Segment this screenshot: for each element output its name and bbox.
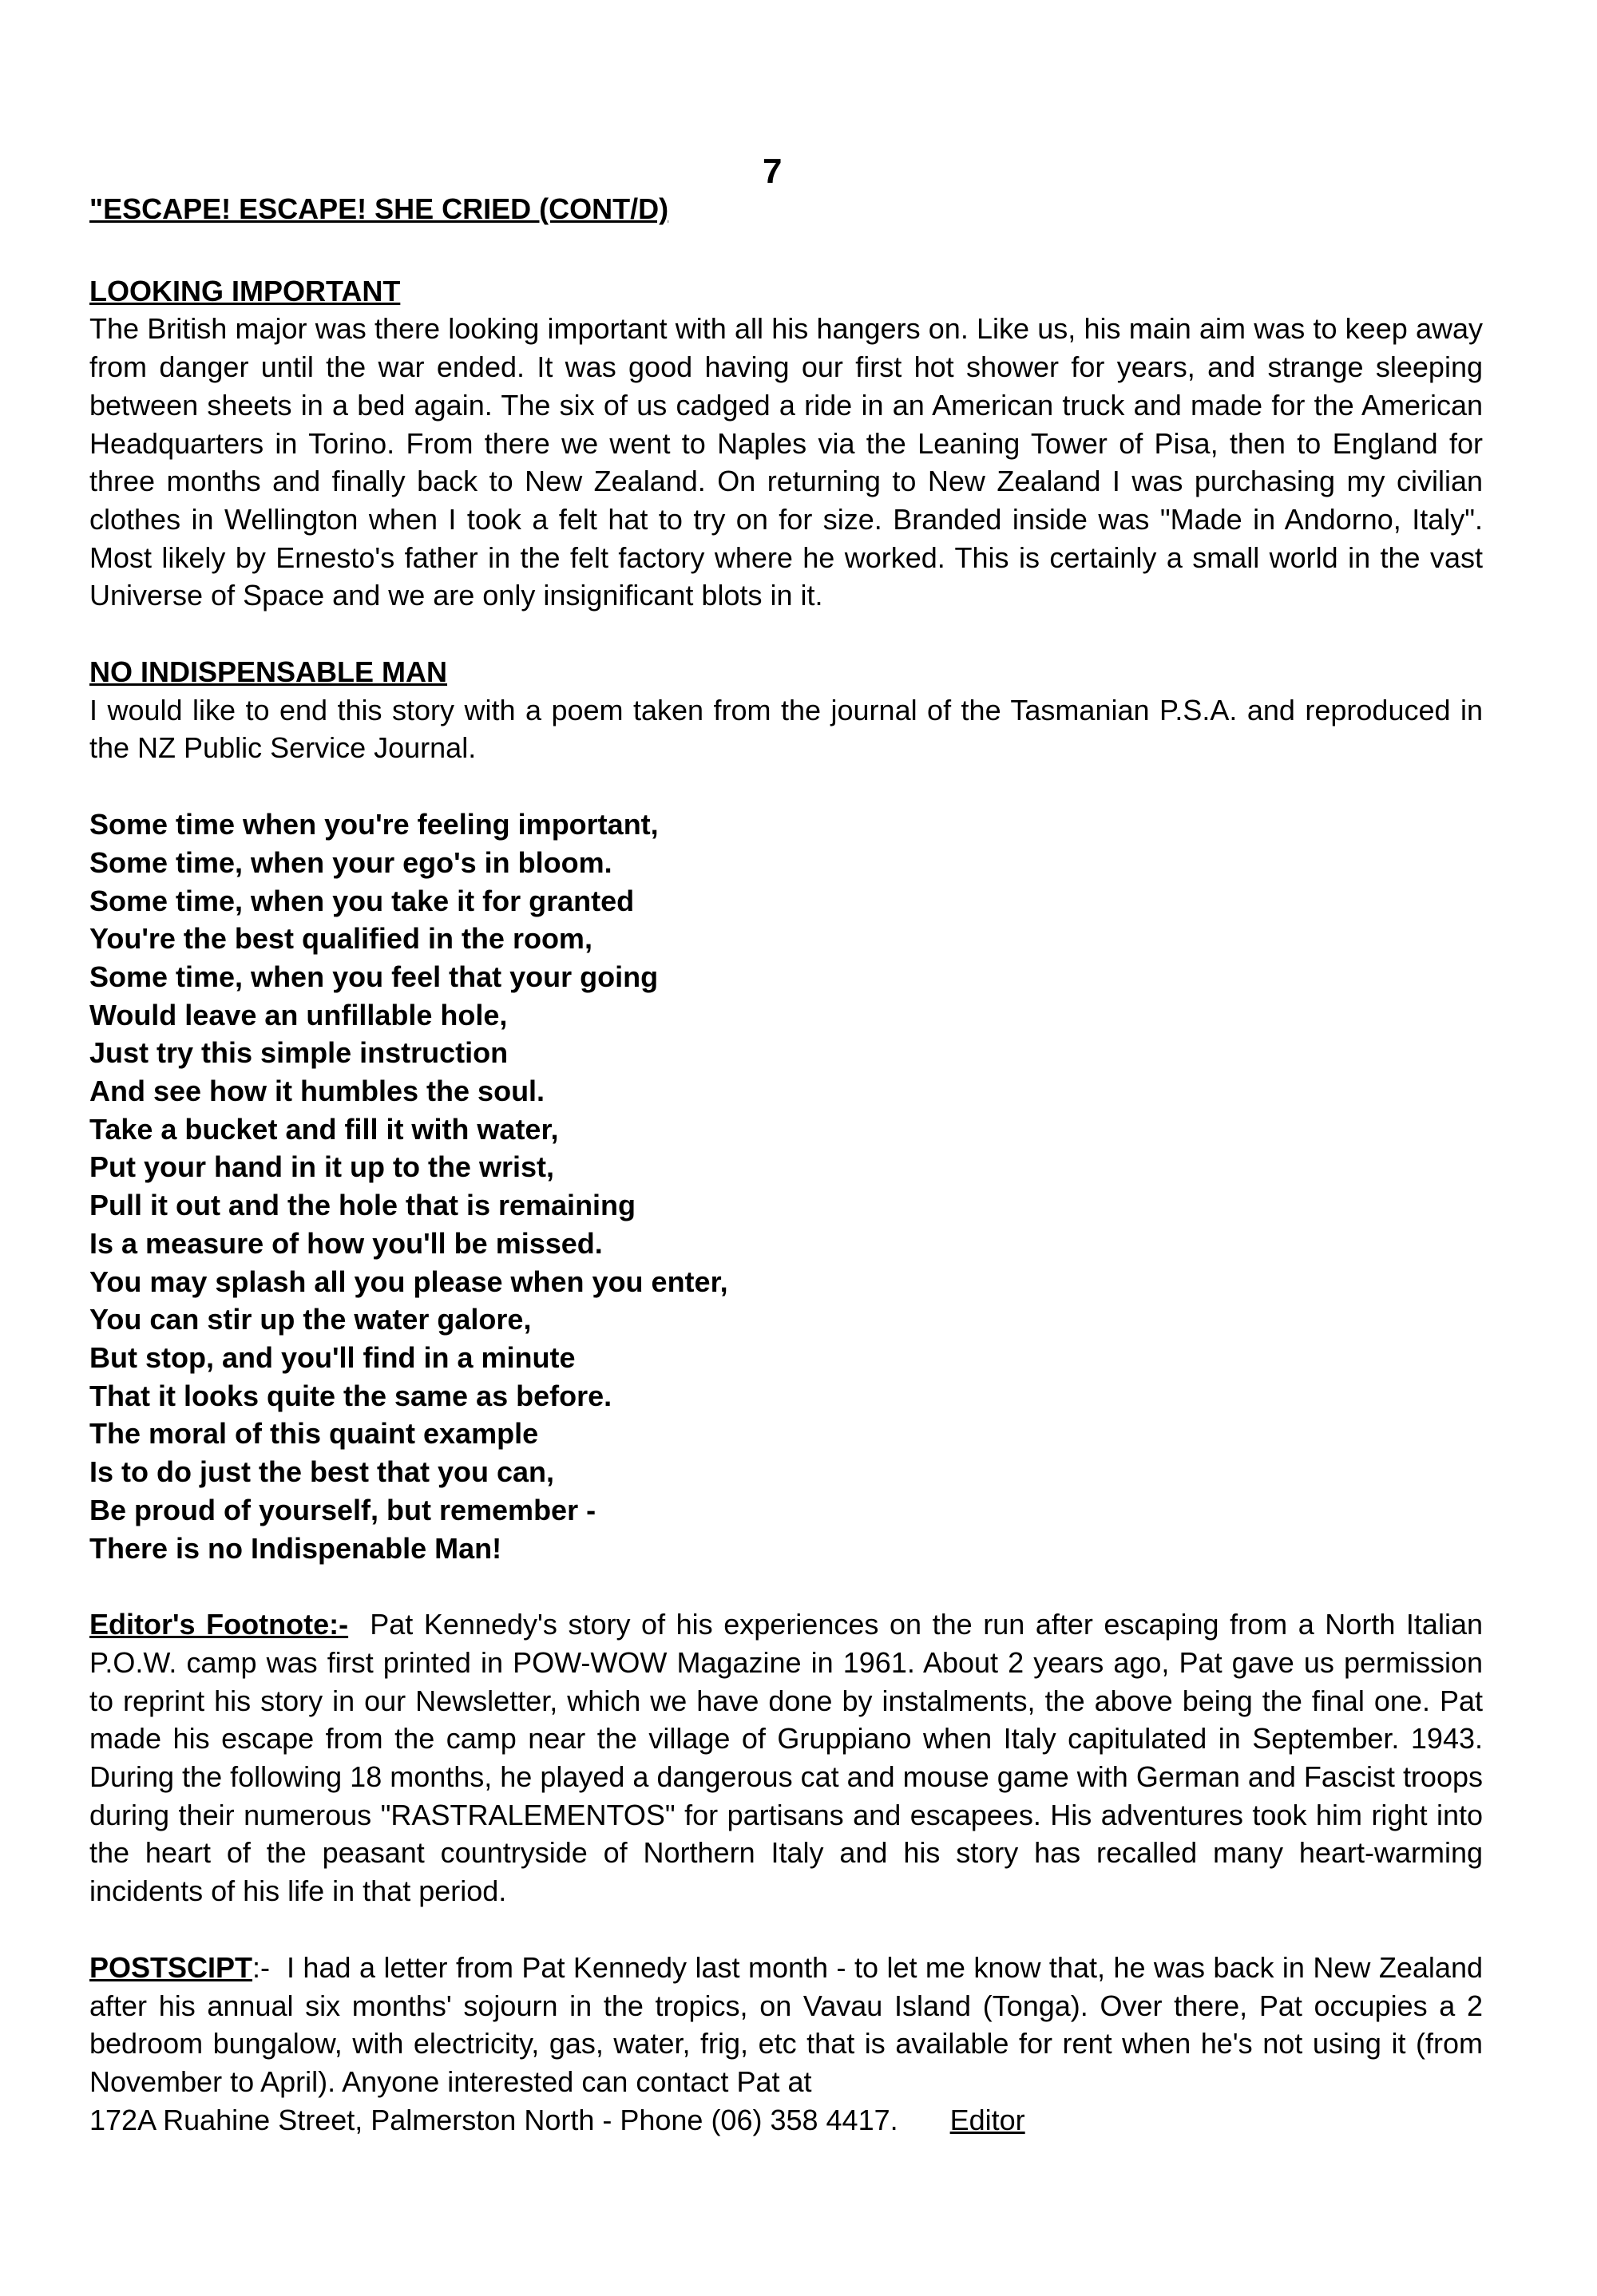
poem-line: You're the best qualified in the room, bbox=[89, 922, 592, 956]
postscript-address: 172A Ruahine Street, Palmerston North - Phone (06) 358 4417. bbox=[89, 2103, 898, 2136]
footnote-label: Editor's Footnote:- bbox=[89, 1608, 349, 1641]
editor-signature: Editor bbox=[949, 2103, 1025, 2136]
postscript-contact-line bbox=[89, 2101, 1483, 2140]
poem-line: Is a measure of how you'll be missed. bbox=[89, 1226, 603, 1260]
poem-line: Would leave an unfillable hole, bbox=[89, 998, 508, 1031]
poem-line: You may splash all you please when you enter, bbox=[89, 1265, 728, 1298]
poem-line: Just try this simple instruction bbox=[89, 1036, 509, 1070]
poem-line: And see how it humbles the soul. bbox=[89, 1075, 545, 1108]
section-body-no-indispensable-man: I would like to end this story with a poem taken from the journal of the Tasmanian P.S.A. and reproduced in the NZ Public Service Journal. bbox=[89, 693, 1483, 765]
poem-line: That it looks quite the same as before. bbox=[89, 1379, 612, 1412]
section-heading-looking-important: LOOKING IMPORTANT bbox=[89, 274, 401, 307]
poem-line: There is no Indispenable Man! bbox=[89, 1531, 502, 1565]
section-body-looking-important: The British major was there looking important with all his hangers on. Like us, his main aim was to keep away from danger until the war ended. It was good having our first hot shower for years, and strange sleeping between sheets in a bed again. The six of us cadged a ride in an American truck and made for the American Headquarters in Torino. From there we went to Naples via the Leaning Tower of Pisa, then to England for three months and finally back to New Zealand. On returning to New Zealand I was purchasing my civilian clothes in Wellington when I took a felt hat to try on for size. Branded inside was "Made in Andorno, Italy". Most likely by Ernesto's father in the felt factory where he worked. This is certainly a small world in the vast Universe of Space and we are only insignificant blots in it. bbox=[89, 312, 1483, 612]
article-title: "ESCAPE! ESCAPE! SHE CRIED (CONT/D) bbox=[89, 192, 669, 225]
poem-line: Be proud of yourself, but remember - bbox=[89, 1493, 596, 1526]
section-no-indispensable-man bbox=[89, 653, 1483, 767]
poem-line: The moral of this quaint example bbox=[89, 1417, 539, 1451]
page-number: 7 bbox=[763, 152, 783, 191]
postscript-paragraph bbox=[89, 1949, 1483, 2101]
poem-line: Some time, when you feel that your going bbox=[89, 960, 659, 993]
editor-footnote bbox=[89, 1605, 1483, 1910]
poem-line: Pull it out and the hole that is remaining bbox=[89, 1189, 636, 1222]
postscript-label: POSTSCIPT bbox=[89, 1950, 253, 1984]
poem bbox=[89, 806, 1483, 1567]
poem-line: Some time, when you take it for granted bbox=[89, 884, 635, 917]
footnote-body: Pat Kennedy's story of his experiences on the run after escaping from a North Italian P.O.W. camp was first printed in POW-WOW Magazine in 1961. About 2 years ago, Pat gave us permission to reprint his story in our Newsletter, which we have done by instalments, the above being the final one. Pat made his escape from the camp near the village of Gruppiano when Italy capitulated in September. 1943. During the following 18 months, he played a dangerous cat and mouse game with German and Fascist troops during their numerous "RASTRALEMENTOS" for partisans and escapees. His adventures took him right into the heart of the peasant countryside of Northern Italy and his story has recalled many heart-warming incidents of his life in that period. bbox=[89, 1608, 1483, 1908]
document-body bbox=[89, 190, 1483, 2139]
poem-line: Is to do just the best that you can, bbox=[89, 1455, 555, 1489]
postscript-separator: :- bbox=[252, 1950, 271, 1984]
section-looking-important bbox=[89, 272, 1483, 615]
poem-line: But stop, and you'll find in a minute bbox=[89, 1340, 576, 1374]
postscript-body: I had a letter from Pat Kennedy last month - to let me know that, he was back in New Zealand after his annual six months' sojourn in the tropics, on Vavau Island (Tonga). Over there, Pat occupies a 2 bedroom bungalow, with electricity, gas, water, frig, etc that is available for rent when he's not using it (from November to April). Anyone interested can contact Pat at bbox=[89, 1950, 1483, 2098]
postscript bbox=[89, 1949, 1483, 2140]
poem-line: Some time, when your ego's in bloom. bbox=[89, 845, 612, 879]
poem-line: Some time when you're feeling important, bbox=[89, 808, 659, 841]
poem-line: You can stir up the water galore, bbox=[89, 1303, 532, 1336]
section-heading-no-indispensable-man: NO INDISPENSABLE MAN bbox=[89, 655, 448, 689]
poem-line: Put your hand in it up to the wrist, bbox=[89, 1150, 554, 1184]
poem-line: Take a bucket and fill it with water, bbox=[89, 1112, 559, 1146]
